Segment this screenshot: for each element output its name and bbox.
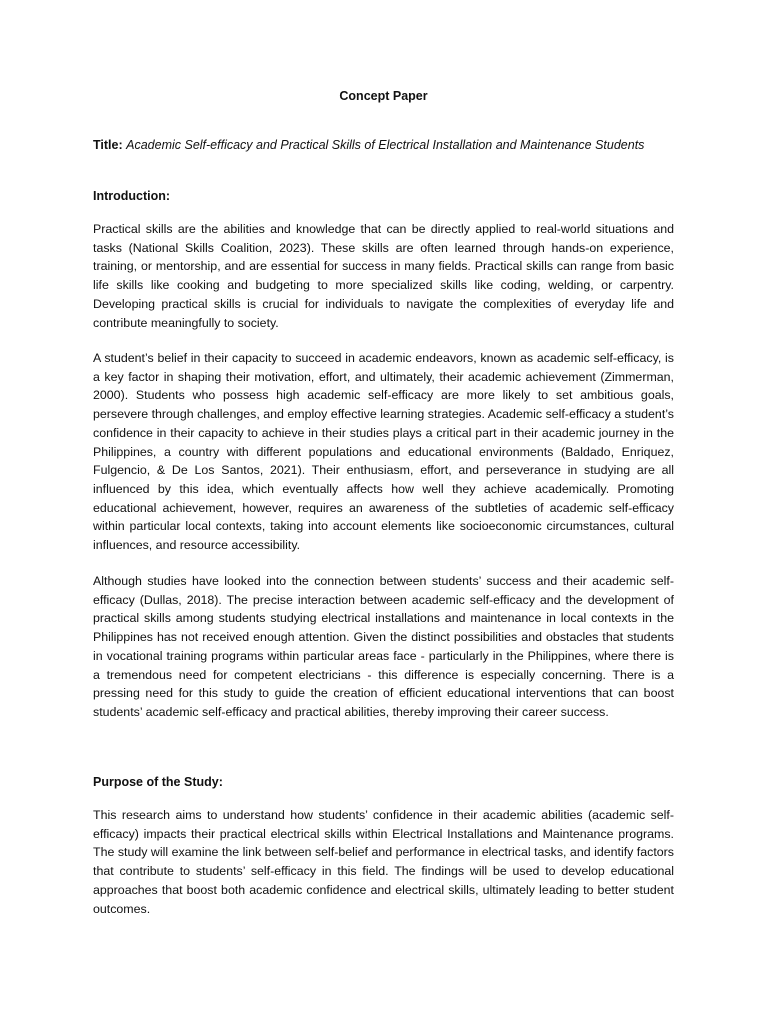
intro-paragraph-1: Practical skills are the abilities and knowledge that can be directly applied to real-world situations and tasks (National Skills Coalition, 2023). These skills are often learned through hands-on experience, training, or mentorship, and are essential for success in many fields. Practical skills can range from basic life skills like cooking and budgeting to more specialized skills like coding, welding, or carpentry. Developing practical skills is crucial for individuals to navigate the complexities of everyday life and contribute meaningfully to society. bbox=[93, 222, 674, 330]
document-heading: Concept Paper bbox=[339, 89, 428, 103]
section-heading-introduction: Introduction: bbox=[93, 189, 171, 203]
paper-title-line bbox=[93, 136, 693, 154]
purpose-paragraph: This research aims to understand how students’ confidence in their academic abilities (academic self-efficacy) impacts their practical electrical skills within Electrical Installations and Maintenance programs. The study will examine the link between self-belief and performance in electrical tasks, and identify factors that contribute to students’ self-efficacy in this field. The findings will be used to develop educational approaches that boost both academic confidence and electrical skills, ultimately leading to better student outcomes. bbox=[93, 808, 674, 916]
paper-title: Academic Self-efficacy and Practical Skills of Electrical Installation and Maintenance Students bbox=[126, 138, 645, 152]
title-label: Title: bbox=[93, 138, 123, 152]
section-heading-purpose: Purpose of the Study: bbox=[93, 775, 223, 789]
intro-paragraph-3: Although studies have looked into the connection between students’ success and their academic self-efficacy (Dullas, 2018). The precise interaction between academic self-efficacy and the development of practical skills among students studying electrical installations and maintenance in local contexts in the Philippines has not received enough attention. Given the distinct possibilities and obstacles that students in vocational training programs within particular areas face - particularly in the Philippines, where there is a tremendous need for competent electricians - this difference is especially concerning. There is a pressing need for this study to guide the creation of efficient educational interventions that can boost students’ academic self-efficacy and practical abilities, thereby improving their career success. bbox=[93, 574, 674, 719]
intro-paragraph-2: A student’s belief in their capacity to succeed in academic endeavors, known as academic self-efficacy, is a key factor in shaping their motivation, effort, and ultimately, their academic achievement (Zimmerman, 2000). Students who possess high academic self-efficacy are more likely to set ambitious goals, persevere through challenges, and employ effective learning strategies. Academic self-efficacy a student’s confidence in their capacity to achieve in their studies plays a critical part in their academic journey in the Philippines, a country with different populations and educational environments (Baldado, Enriquez, Fulgencio, & De Los Santos, 2021). Their enthusiasm, effort, and perseverance in studying are all influenced by this idea, which eventually affects how well they achieve academically. Promoting educational achievement, however, requires an awareness of the subtleties of academic self-efficacy within particular local contexts, taking into account elements like socioeconomic circumstances, cultural influences, and resource accessibility. bbox=[93, 351, 674, 553]
